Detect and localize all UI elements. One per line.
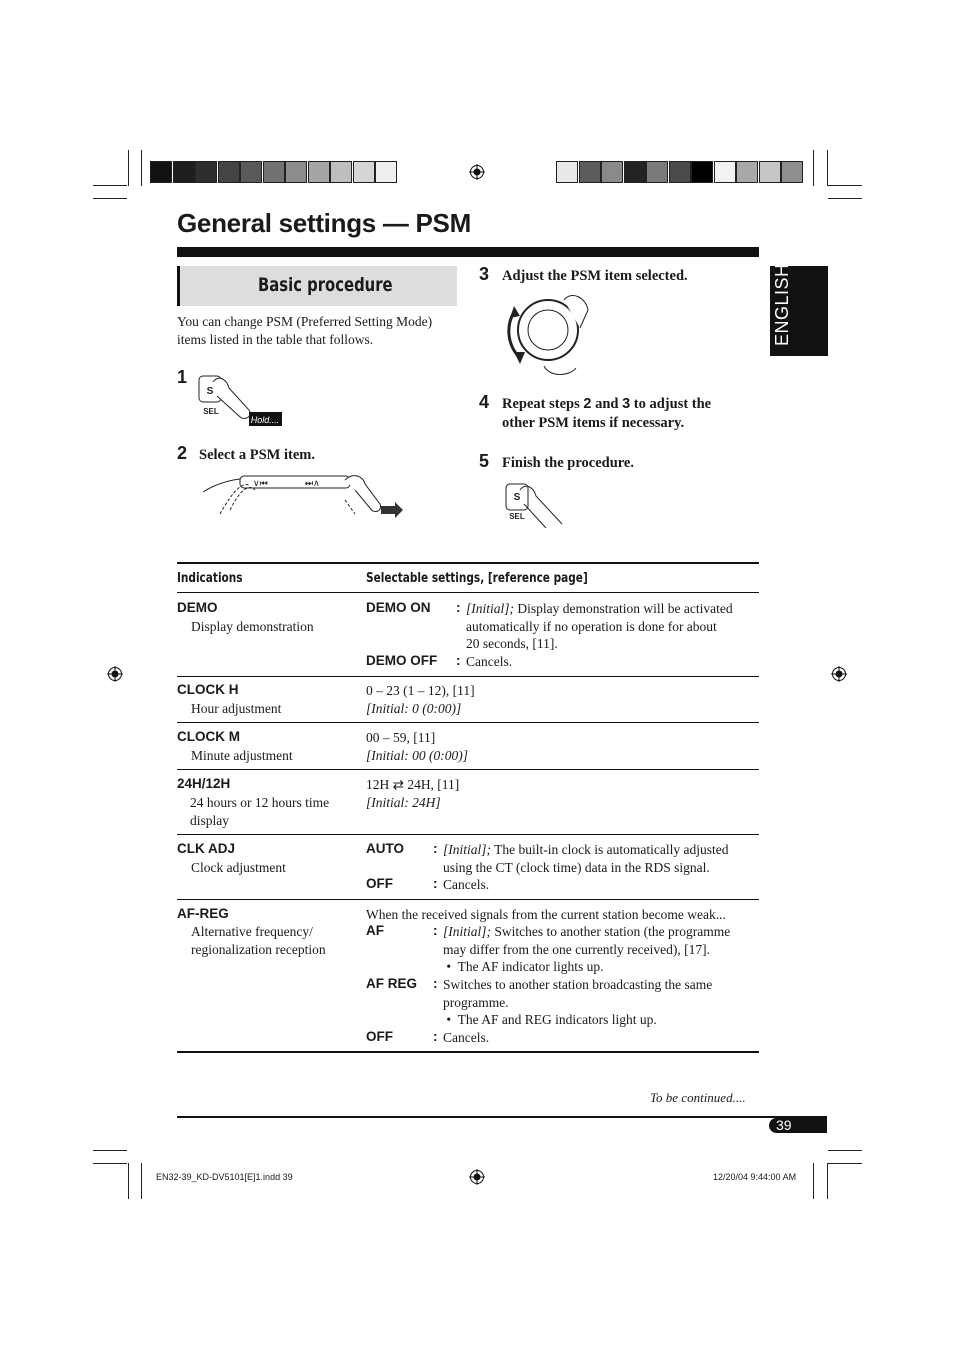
registration-mark-icon <box>469 1169 485 1185</box>
skip-button-press-icon <box>195 470 410 520</box>
button-sel-glyph: SEL <box>203 407 219 416</box>
row-desc: Clock adjustment <box>191 860 286 875</box>
crop-mark <box>828 198 862 199</box>
language-label: ENGLISH <box>772 263 792 346</box>
color-swatch <box>781 161 803 183</box>
color-swatch <box>353 161 375 183</box>
crop-mark <box>93 1163 127 1164</box>
table-rule <box>177 834 759 835</box>
option-value: [Initial]; Switches to another station (the programme may differ from the one currently received), [17]. • The AF indicator lights up. <box>443 924 731 974</box>
crop-mark <box>813 1163 814 1199</box>
row-desc: Display demonstration <box>191 619 314 634</box>
table-rule <box>177 722 759 723</box>
option-intro: When the received signals from the current station become weak... <box>366 907 726 922</box>
step-number: 4 <box>479 392 490 412</box>
colon: : <box>433 923 438 938</box>
option-value: [Initial]; The built-in clock is automatically adjusted using the CT (clock time) data in the RDS signal. <box>443 842 729 875</box>
title-rule <box>177 247 759 257</box>
column-header-indications: Indications <box>177 570 243 586</box>
crop-mark <box>128 1163 129 1199</box>
color-swatch <box>308 161 330 183</box>
color-swatch <box>556 161 578 183</box>
section-heading <box>177 266 457 306</box>
step-text: Adjust the PSM item selected. <box>502 268 688 284</box>
footer-rule <box>177 1116 827 1118</box>
svg-text:SEL: SEL <box>509 512 525 521</box>
option-key: DEMO ON <box>366 600 431 615</box>
option-initial: [Initial: 00 (0:00)] <box>366 748 468 763</box>
row-key-demo: DEMO <box>177 600 218 615</box>
color-swatch <box>263 161 285 183</box>
registration-mark-icon <box>107 666 123 682</box>
color-swatch <box>218 161 240 183</box>
section-title: Basic procedure <box>258 274 393 296</box>
color-swatch <box>173 161 195 183</box>
color-swatch <box>240 161 262 183</box>
hold-label: Hold.... <box>250 415 280 425</box>
continued-note: To be continued.... <box>650 1090 746 1105</box>
color-swatch <box>714 161 736 183</box>
row-desc: Minute adjustment <box>191 748 293 763</box>
option-initial: [Initial: 0 (0:00)] <box>366 701 462 716</box>
color-swatch <box>759 161 781 183</box>
color-swatch <box>669 161 691 183</box>
option-key: OFF <box>366 1029 393 1044</box>
row-key-24h-12h: 24H/12H <box>177 776 231 791</box>
step-number: 5 <box>479 451 490 471</box>
colon: : <box>433 876 438 891</box>
option-initial: [Initial: 24H] <box>366 795 441 810</box>
crop-mark <box>141 1163 142 1199</box>
color-swatch <box>736 161 758 183</box>
color-swatch <box>601 161 623 183</box>
colon: : <box>456 653 461 668</box>
row-desc: Alternative frequency/ regionalization reception <box>191 924 326 957</box>
colon: : <box>433 1029 438 1044</box>
color-swatch <box>691 161 713 183</box>
option-value: Cancels. <box>443 877 490 892</box>
colon: : <box>433 976 438 991</box>
table-rule <box>177 562 759 564</box>
page-title: General settings — PSM <box>177 208 471 238</box>
row-key-clock-m: CLOCK M <box>177 729 240 744</box>
svg-text:S: S <box>513 492 521 503</box>
option-value: 0 – 23 (1 – 12), [11] <box>366 683 475 698</box>
option-value: Cancels. <box>466 654 513 669</box>
sel-button-icon <box>502 478 572 533</box>
color-swatch <box>624 161 646 183</box>
crop-mark <box>128 150 129 186</box>
control-dial-icon <box>500 288 595 383</box>
crop-mark <box>813 150 814 186</box>
row-desc: Hour adjustment <box>191 701 282 716</box>
crop-mark <box>827 1163 828 1199</box>
color-swatch <box>330 161 352 183</box>
registration-mark-icon <box>469 164 485 180</box>
table-rule <box>177 1051 759 1053</box>
crop-mark <box>93 1150 127 1151</box>
footer-date: 12/20/04 9:44:00 AM <box>713 1172 797 1182</box>
color-swatch <box>375 161 397 183</box>
registration-mark-icon <box>831 666 847 682</box>
step-text: Finish the procedure. <box>502 455 634 471</box>
table-rule <box>177 769 759 770</box>
crop-mark <box>828 1163 862 1164</box>
crop-mark <box>828 185 862 186</box>
row-key-clk-adj: CLK ADJ <box>177 841 236 856</box>
svg-text:⏭∧: ⏭∧ <box>305 479 320 489</box>
option-value: 12H ⇄ 24H, [11] <box>366 777 460 792</box>
sel-button-hold-icon <box>195 370 290 430</box>
colon: : <box>433 841 438 856</box>
option-key: AF REG <box>366 976 418 991</box>
toggle-arrows-icon: ⇄ <box>392 777 404 792</box>
step-text: Select a PSM item. <box>199 447 315 463</box>
option-key: DEMO OFF <box>366 653 438 668</box>
row-key-af-reg: AF-REG <box>177 906 229 921</box>
option-value: 00 – 59, [11] <box>366 730 436 745</box>
svg-text:∨⏮: ∨⏮ <box>253 479 268 489</box>
row-key-clock-h: CLOCK H <box>177 682 239 697</box>
option-value: Switches to another station broadcasting the same programme. • The AF and REG indicators light up. <box>443 977 713 1027</box>
table-rule <box>177 899 759 900</box>
step-number: 2 <box>177 443 188 463</box>
crop-mark <box>93 198 127 199</box>
row-desc: 24 hours or 12 hours time display <box>190 795 330 828</box>
color-swatch <box>646 161 668 183</box>
page-number: 39 <box>776 1117 792 1133</box>
column-header-settings: Selectable settings, [reference page] <box>366 570 588 586</box>
step-number: 1 <box>177 367 188 387</box>
crop-mark <box>93 185 127 186</box>
color-swatch <box>285 161 307 183</box>
table-rule <box>177 592 759 593</box>
footer-file: EN32-39_KD-DV5101[E]1.indd 39 <box>156 1172 293 1182</box>
color-swatch <box>195 161 217 183</box>
option-key: OFF <box>366 876 393 891</box>
crop-mark <box>141 150 142 186</box>
colon: : <box>456 600 461 615</box>
color-swatch <box>579 161 601 183</box>
button-s-glyph: S <box>206 386 214 397</box>
color-swatch <box>150 161 172 183</box>
option-value: [Initial]; Display demonstration will be activated automatically if no operation is done for about 20 seconds, [11]. <box>466 601 733 651</box>
option-key: AUTO <box>366 841 405 856</box>
intro-text: You can change PSM (Preferred Setting Mode) items listed in the table that follows. <box>177 314 433 347</box>
step-text: Repeat steps 2 and 3 to adjust the other PSM items if necessary. <box>502 396 712 431</box>
language-tab <box>770 263 828 356</box>
step-number: 3 <box>479 264 490 284</box>
crop-mark <box>827 150 828 186</box>
table-rule <box>177 676 759 677</box>
crop-mark <box>828 1150 862 1151</box>
option-key: AF <box>366 923 384 938</box>
option-value: Cancels. <box>443 1030 490 1045</box>
